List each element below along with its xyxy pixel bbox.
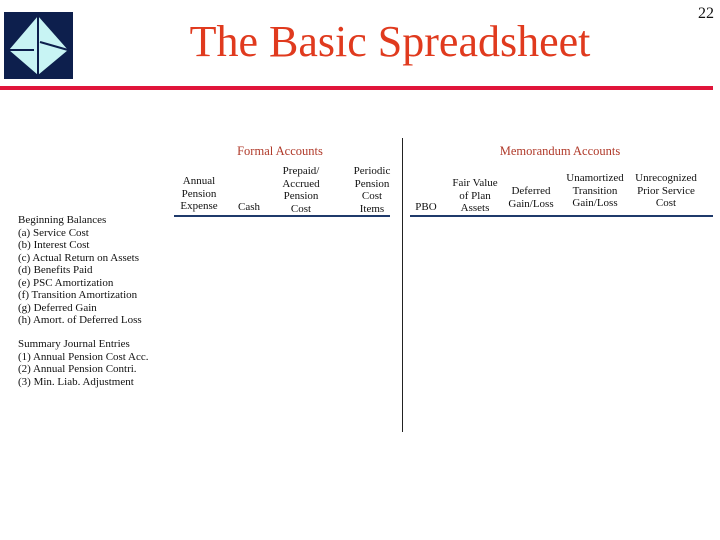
row-label: (a) Service Cost bbox=[18, 226, 89, 239]
row-label: Beginning Balances bbox=[18, 214, 107, 226]
summary-label: Summary Journal Entries bbox=[18, 338, 130, 350]
column-header: Unamortized Transition Gain/Loss bbox=[566, 172, 624, 209]
column-header: Annual Pension Expense bbox=[180, 175, 218, 212]
page-title: The Basic Spreadsheet bbox=[189, 17, 591, 66]
summary-label: (3) Min. Liab. Adjustment bbox=[18, 375, 134, 388]
summary-label: (2) Annual Pension Contri. bbox=[18, 363, 137, 375]
row-label: (d) Benefits Paid bbox=[18, 264, 93, 276]
column-header: Cash bbox=[238, 201, 260, 213]
row-label: (h) Amort. of Deferred Loss bbox=[18, 314, 142, 326]
row-labels bbox=[18, 214, 142, 327]
memo-underline bbox=[410, 215, 713, 217]
memorandum-accounts-heading: Memorandum Accounts bbox=[499, 144, 621, 158]
row-label: (e) PSC Amortization bbox=[18, 276, 114, 289]
column-header: Prepaid/ Accrued Pension Cost bbox=[282, 165, 320, 215]
column-header: Unrecognized Prior Service Cost bbox=[635, 172, 697, 209]
row-label: (c) Actual Return on Assets bbox=[18, 251, 139, 264]
title-rule bbox=[0, 86, 713, 90]
summary-label: (1) Annual Pension Cost Acc. bbox=[18, 350, 149, 363]
row-label: (b) Interest Cost bbox=[18, 239, 90, 251]
summary-labels bbox=[18, 338, 148, 388]
column-header: Fair Value of Plan Assets bbox=[452, 177, 498, 214]
column-header: PBO bbox=[415, 201, 437, 213]
column-header: Periodic Pension Cost Items bbox=[353, 165, 391, 215]
row-label: (g) Deferred Gain bbox=[18, 301, 97, 314]
column-header: Deferred Gain/Loss bbox=[508, 185, 554, 210]
row-label: (f) Transition Amortization bbox=[18, 289, 138, 301]
formal-accounts-heading: Formal Accounts bbox=[237, 144, 323, 158]
formal-underline bbox=[174, 215, 390, 217]
page-number: 22 bbox=[698, 5, 714, 22]
divider bbox=[402, 138, 403, 432]
